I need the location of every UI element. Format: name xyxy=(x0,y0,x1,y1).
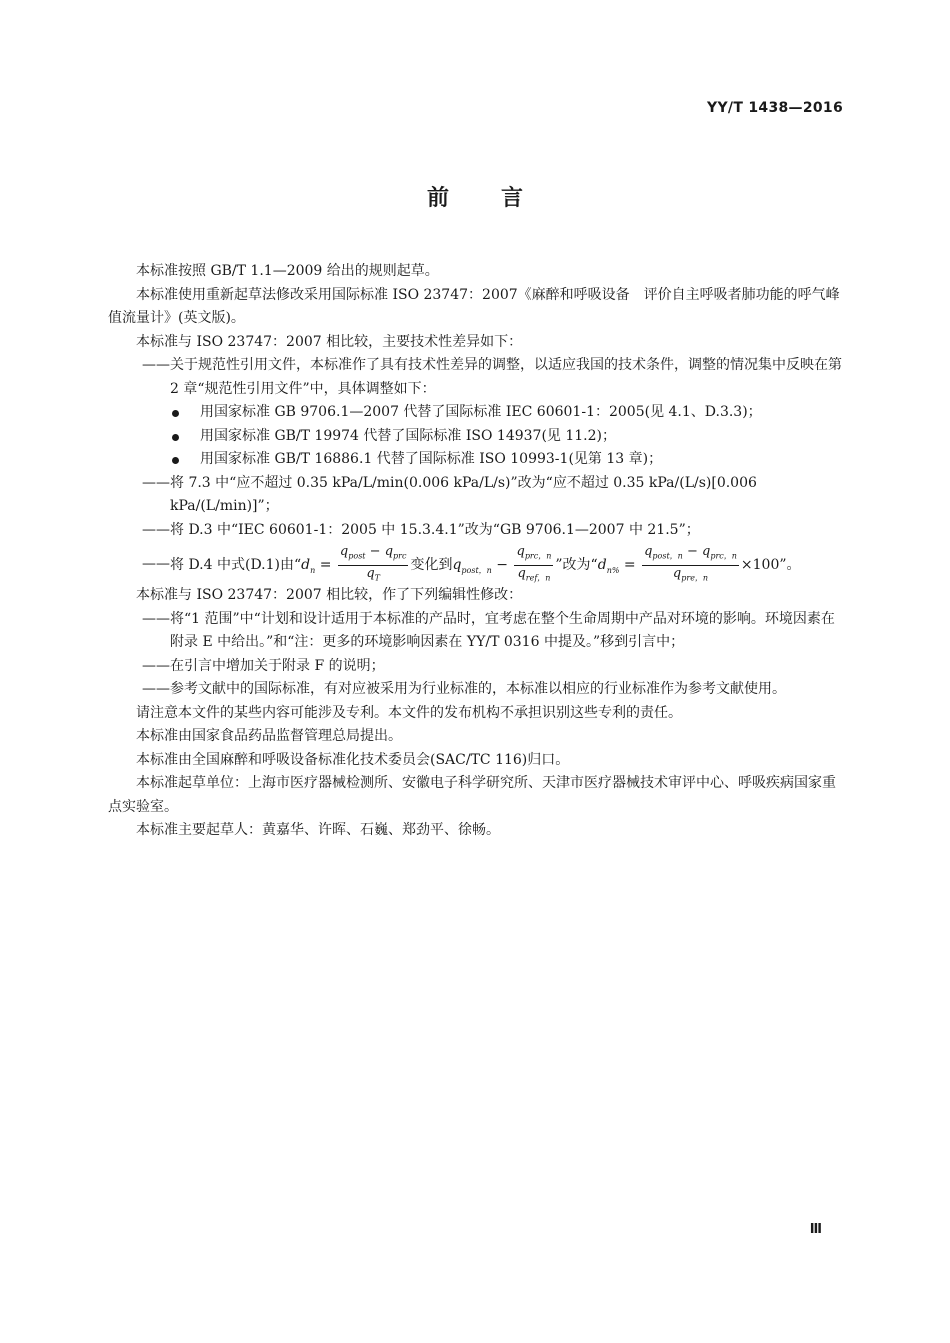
fraction-denominator xyxy=(514,566,553,587)
formula-var: q xyxy=(366,565,375,581)
formula-var: q xyxy=(672,565,682,581)
formula-middle: 变化到 xyxy=(410,557,453,574)
formula-sub: n% xyxy=(606,565,620,575)
paragraph: 本标准与 ISO 23747：2007 相比较，作了下列编辑性修改： xyxy=(136,587,523,603)
title-char-1: 前 xyxy=(426,186,449,211)
dash-marker: —— xyxy=(142,681,170,697)
formula-var: q xyxy=(517,565,526,581)
formula-sub: n xyxy=(310,565,316,575)
formula-sub: prc，n xyxy=(710,551,737,561)
section-title xyxy=(0,181,950,212)
formula-times: ×100 xyxy=(740,557,780,574)
dash-item-text: 将 D.3 中“IEC 60601-1：2005 中 15.3.4.1”改为“GB 9706.1—2007 中 21.5”； xyxy=(170,521,700,538)
paragraph: 本标准起草单位：上海市医疗器械检测所、安徽电子科学研究所、天津市医疗器械技术审评中心、呼吸疾病国家重点实验室。 xyxy=(108,775,836,815)
paragraph: 本标准使用重新起草法修改采用国际标准 ISO 23747：2007《麻醉和呼吸设备 评价自主呼吸者肺功能的呼气峰值流量计》(英文版)。 xyxy=(108,286,840,326)
formula-sub: pre，n xyxy=(681,573,709,583)
formula-sub: post xyxy=(348,551,366,561)
foreword-body xyxy=(108,260,846,843)
title-char-2: 言 xyxy=(501,186,524,211)
bullet-item-text: 用国家标准 GB/T 19974 代替了国际标准 ISO 14937(见 11.2)； xyxy=(200,427,616,444)
dash-marker: —— xyxy=(142,357,170,373)
dash-marker: —— xyxy=(142,474,170,491)
dash-item-text: 将“1 范围”中“计划和设计适用于本标准的产品时，宜考虑在整个生命周期中产品对环境的影响。环境因素在附录 E 中给出。”和“注：更多的环境影响因素在 YY/T 0316 中提及。”移到引言中； xyxy=(170,610,835,650)
formula-var: q xyxy=(384,544,394,559)
paragraph: 本标准由全国麻醉和呼吸设备标准化技术委员会(SAC/TC 116)归口。 xyxy=(136,751,570,768)
formula-op: − xyxy=(365,544,385,559)
dash-item-text: 参考文献中的国际标准，有对应被采用为行业标准的，本标准以相应的行业标准作为参考文献使用。 xyxy=(170,681,786,697)
document-id-header: YY/T 1438—2016 xyxy=(707,100,843,116)
formula-fraction-1 xyxy=(338,544,409,586)
dash-marker: —— xyxy=(142,610,170,627)
formula-var: q xyxy=(516,544,525,559)
formula-var: q xyxy=(452,557,462,574)
formula-sub: prc，n xyxy=(524,551,552,561)
formula-prefix: 将 D.4 中式(D.1)由“ xyxy=(170,557,302,574)
formula-op: − xyxy=(491,557,513,574)
dash-item xyxy=(108,655,846,679)
dash-item xyxy=(108,608,846,655)
dash-item-text: 关于规范性引用文件，本标准作了具有技术性差异的调整，以适应我国的技术条件，调整的情况集中反映在第 2 章“规范性引用文件”中，具体调整如下： xyxy=(170,357,842,397)
bullet-item xyxy=(108,448,846,472)
page-number: Ⅲ xyxy=(809,1222,822,1237)
paragraph: 本标准与 ISO 23747：2007 相比较，主要技术性差异如下： xyxy=(136,333,523,350)
paragraph: 本标准主要起草人：黄嘉华、许晖、石巍、郑劲平、徐畅。 xyxy=(136,822,500,838)
formula-var: d xyxy=(597,557,607,574)
formula-sub: post，n xyxy=(652,551,683,561)
bullet-dot-icon xyxy=(172,410,179,417)
dash-item-text: 在引言中增加关于附录 F 的说明； xyxy=(170,657,385,674)
formula-eq: = xyxy=(619,557,641,574)
formula-suffix: ”。 xyxy=(779,557,801,574)
bullet-item xyxy=(108,401,846,425)
formula-sub: T xyxy=(374,573,381,583)
bullet-dot-icon xyxy=(172,434,179,441)
dash-marker: —— xyxy=(142,657,170,674)
formula-middle: ”改为“ xyxy=(555,557,598,574)
formula-var: d xyxy=(301,557,311,574)
formula-op: − xyxy=(682,544,703,559)
paragraph: 本标准由国家食品药品监督管理总局提出。 xyxy=(136,728,402,744)
formula-sub: post，n xyxy=(461,565,492,575)
formula-var: q xyxy=(339,544,349,559)
fraction-numerator xyxy=(338,544,409,566)
formula-var: q xyxy=(702,544,711,559)
fraction-numerator xyxy=(514,544,553,566)
fraction-denominator xyxy=(642,566,739,587)
dash-item xyxy=(108,519,846,543)
paragraph: 本标准按照 GB/T 1.1—2009 给出的规则起草。 xyxy=(136,263,439,279)
bullet-item xyxy=(108,425,846,449)
dash-item xyxy=(108,354,846,401)
bullet-dot-icon xyxy=(172,457,179,464)
dash-marker: —— xyxy=(142,556,170,572)
bullet-item-text: 用国家标准 GB 9706.1—2007 代替了国际标准 IEC 60601-1：2005(见 4.1、D.3.3)； xyxy=(200,404,762,420)
dash-item xyxy=(108,678,846,702)
formula-var: q xyxy=(644,544,653,559)
bullet-item-text: 用国家标准 GB/T 16886.1 代替了国际标准 ISO 10993-1(见第 13 章)； xyxy=(200,451,663,467)
formula-sub: ref，n xyxy=(525,573,551,583)
formula-fraction-2 xyxy=(514,544,553,586)
formula-eq: = xyxy=(315,557,336,574)
paragraph: 请注意本文件的某些内容可能涉及专利。本文件的发布机构不承担识别这些专利的责任。 xyxy=(136,704,682,721)
fraction-denominator xyxy=(338,566,409,587)
dash-item-text: 将 7.3 中“应不超过 0.35 kPa/L/min(0.006 kPa/L/s)”改为“应不超过 0.35 kPa/(L/s)[0.006 kPa/(L/min)]”； xyxy=(170,474,757,514)
formula-sub: prc xyxy=(393,551,407,561)
dash-item xyxy=(108,472,846,519)
fraction-numerator xyxy=(642,544,739,566)
formula-dash-item xyxy=(108,544,846,584)
formula-fraction-3 xyxy=(642,544,739,586)
dash-marker: —— xyxy=(142,521,170,538)
